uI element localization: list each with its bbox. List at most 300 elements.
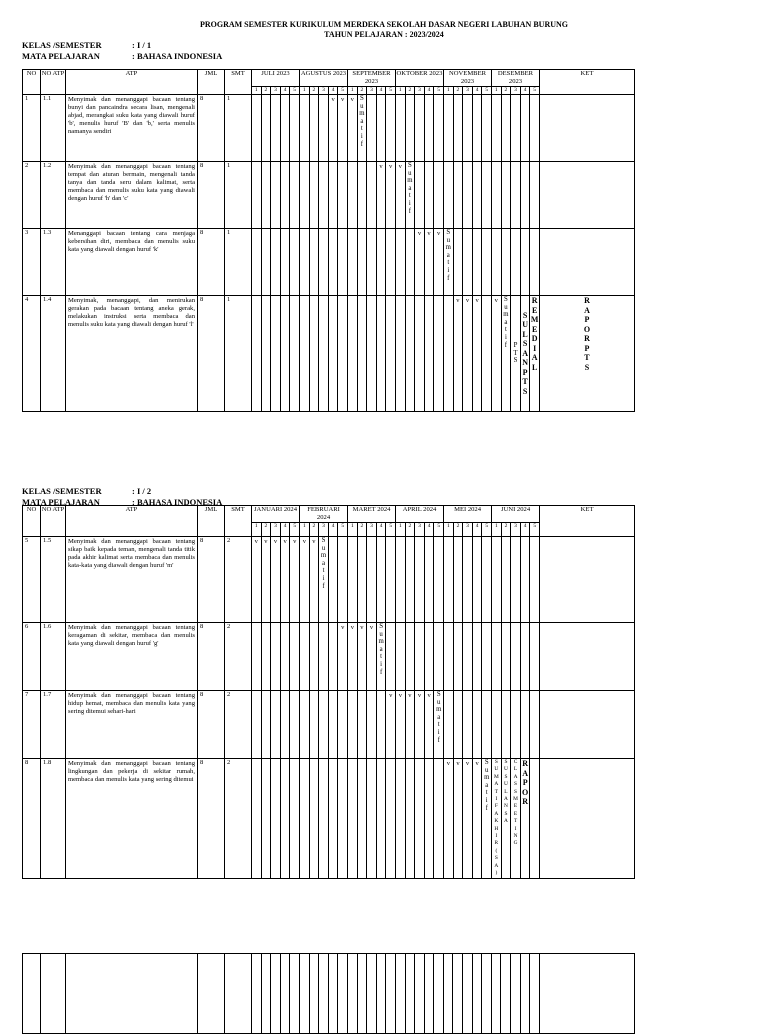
week-cell xyxy=(386,759,396,879)
week-cell xyxy=(261,759,271,879)
week-cell xyxy=(376,229,386,296)
week-cell xyxy=(261,162,271,229)
week-cell xyxy=(376,759,386,879)
week-number: 5 xyxy=(338,87,348,95)
header-no: NO xyxy=(23,70,41,95)
week-cell xyxy=(338,296,348,412)
week-cell xyxy=(444,95,454,162)
empty-cell xyxy=(482,954,492,1034)
week-number: 4 xyxy=(424,87,434,95)
check-mark: v xyxy=(396,691,406,759)
row-no: 8 xyxy=(23,759,41,879)
week-cell xyxy=(415,759,425,879)
week-cell xyxy=(530,691,540,759)
week-number: 1 xyxy=(444,523,454,537)
week-cell xyxy=(309,162,319,229)
week-cell xyxy=(511,229,521,296)
month-header: AGUSTUS 2023 xyxy=(299,70,347,87)
week-cell xyxy=(415,623,425,691)
check-mark: v xyxy=(357,623,367,691)
week-number: 3 xyxy=(319,523,329,537)
check-mark: v xyxy=(463,759,473,879)
week-cell xyxy=(328,537,338,623)
week-cell xyxy=(511,537,521,623)
week-cell xyxy=(396,537,406,623)
week-cell xyxy=(520,537,530,623)
row-smt: 2 xyxy=(225,623,252,691)
week-cell xyxy=(252,623,262,691)
week-number: 2 xyxy=(453,87,463,95)
week-number: 3 xyxy=(271,523,281,537)
week-cell xyxy=(300,691,310,759)
week-cell xyxy=(472,691,482,759)
week-cell xyxy=(482,162,492,229)
check-mark: v xyxy=(395,162,405,229)
week-cell xyxy=(309,229,319,296)
row-no: 5 xyxy=(23,537,41,623)
sumatif-mark: S u m a t i f xyxy=(482,759,492,879)
row-no: 2 xyxy=(23,162,41,229)
check-mark: v xyxy=(453,759,463,879)
row-atp-text: Menyimak dan menanggapi bacaan tentang tempat dan aturan bermain, mengenali tanda tanya dan tanda seru dalam kalimat, serta membaca dan menulis suku kata yang diawali dengan huruf 'h' dan 'c' xyxy=(66,162,198,229)
check-mark: v xyxy=(492,296,502,412)
row-ket xyxy=(540,691,635,759)
week-cell xyxy=(472,162,482,229)
week-cell xyxy=(386,229,396,296)
week-cell xyxy=(395,296,405,412)
week-cell xyxy=(501,623,511,691)
week-cell xyxy=(463,537,473,623)
week-cell xyxy=(261,296,271,412)
week-number: 2 xyxy=(405,523,415,537)
empty-cell xyxy=(271,954,281,1034)
week-cell xyxy=(482,229,492,296)
check-mark: v xyxy=(252,537,262,623)
week-cell xyxy=(376,537,386,623)
document-title: PROGRAM SEMESTER KURIKULUM MERDEKA SEKOLAH DASAR NEGERI LABUHAN BURUNG xyxy=(199,20,569,29)
row-ket xyxy=(539,162,634,229)
row-no: 7 xyxy=(23,691,41,759)
week-cell xyxy=(367,759,377,879)
check-mark: v xyxy=(463,296,473,412)
header-no: NO xyxy=(23,506,41,537)
empty-cell xyxy=(453,954,463,1034)
row-no-atp: 1.7 xyxy=(41,691,66,759)
row-no-atp: 1.3 xyxy=(41,229,66,296)
week-number: 1 xyxy=(252,523,262,537)
week-cell xyxy=(453,691,463,759)
week-cell xyxy=(357,229,367,296)
week-cell xyxy=(367,537,377,623)
week-number: 2 xyxy=(357,87,367,95)
week-number: 3 xyxy=(463,87,473,95)
week-cell xyxy=(453,162,463,229)
week-number: 5 xyxy=(482,523,492,537)
check-mark: v xyxy=(472,296,482,412)
week-cell xyxy=(348,537,358,623)
week-number: 3 xyxy=(463,523,473,537)
week-number: 5 xyxy=(434,87,444,95)
empty-cell xyxy=(66,954,198,1034)
week-number: 2 xyxy=(405,87,415,95)
week-number: 3 xyxy=(415,87,425,95)
empty-cell xyxy=(434,954,444,1034)
week-number: 5 xyxy=(434,523,444,537)
week-cell xyxy=(405,296,415,412)
rapor-pts-mark: R A P O R P T S xyxy=(539,296,634,412)
month-header: NOVEMBER 2023 xyxy=(444,70,492,87)
week-cell xyxy=(309,623,319,691)
row-smt: 1 xyxy=(225,296,252,412)
week-number: 2 xyxy=(357,523,367,537)
week-number: 1 xyxy=(444,87,454,95)
header-smt: SMT xyxy=(225,506,252,537)
row-no-atp: 1.6 xyxy=(41,623,66,691)
row-atp-text: Menyimak dan menanggapi bacaan tentang bunyi dan pancaindra secara lisan, mengenali abjad, merangkai suku kata yang diawali huruf 'b', menulis huruf 'B' dan 'b,' serta menulis namanya sendiri xyxy=(66,95,198,162)
week-cell xyxy=(357,759,367,879)
week-number: 5 xyxy=(338,523,348,537)
week-cell xyxy=(520,95,530,162)
week-number: 4 xyxy=(520,87,530,95)
week-cell xyxy=(463,95,473,162)
row-smt: 1 xyxy=(225,95,252,162)
empty-cell xyxy=(376,954,386,1034)
week-number: 3 xyxy=(415,523,425,537)
mapel-value: : BAHASA INDONESIA xyxy=(132,51,223,61)
row-jml: 8 xyxy=(198,162,225,229)
empty-cell xyxy=(386,954,396,1034)
week-cell xyxy=(492,691,502,759)
week-cell xyxy=(434,759,444,879)
week-cell xyxy=(367,229,377,296)
week-cell xyxy=(492,623,502,691)
week-number: 1 xyxy=(300,523,310,537)
rapor-mark: R A P O R xyxy=(520,759,530,879)
table-row xyxy=(23,954,635,1034)
week-cell xyxy=(501,162,511,229)
week-cell xyxy=(300,759,310,879)
week-cell xyxy=(252,229,262,296)
row-jml: 8 xyxy=(198,759,225,879)
empty-cell xyxy=(443,954,453,1034)
week-cell xyxy=(424,162,434,229)
row-ket xyxy=(540,537,635,623)
week-cell xyxy=(472,537,482,623)
week-cell xyxy=(405,229,415,296)
empty-cell xyxy=(539,954,634,1034)
month-header: MARET 2024 xyxy=(348,506,396,523)
week-cell xyxy=(319,162,329,229)
week-cell xyxy=(453,95,463,162)
week-cell xyxy=(463,623,473,691)
week-number: 4 xyxy=(328,523,338,537)
check-mark: v xyxy=(376,162,386,229)
empty-cell xyxy=(511,954,521,1034)
sumatif-akhir-mark: S U M A T I F A K H I R ( S A ) xyxy=(492,759,502,879)
row-jml: 8 xyxy=(198,537,225,623)
week-cell xyxy=(511,95,521,162)
row-no-atp: 1.5 xyxy=(41,537,66,623)
mapel-label: MATA PELAJARAN xyxy=(22,51,100,61)
week-cell xyxy=(290,296,300,412)
week-number: 1 xyxy=(492,87,502,95)
week-cell xyxy=(424,537,434,623)
week-cell xyxy=(405,623,415,691)
week-cell xyxy=(271,296,281,412)
week-cell xyxy=(492,537,502,623)
kelas-value: : I / 1 xyxy=(132,40,152,50)
check-mark: v xyxy=(300,537,310,623)
week-cell xyxy=(511,623,521,691)
week-cell xyxy=(299,162,309,229)
sumatif-mark: S u m a t i f xyxy=(319,537,329,623)
table-row xyxy=(23,162,635,229)
check-mark: v xyxy=(338,623,348,691)
week-number: 4 xyxy=(376,523,386,537)
row-no-atp: 1.1 xyxy=(41,95,66,162)
empty-cell xyxy=(319,954,329,1034)
week-cell xyxy=(280,162,290,229)
check-mark: v xyxy=(328,95,338,162)
week-cell xyxy=(405,537,415,623)
table-row xyxy=(23,95,635,162)
week-number: 2 xyxy=(261,87,271,95)
row-smt: 1 xyxy=(225,229,252,296)
empty-cell xyxy=(367,954,377,1034)
sumatif-mark: S u m a t i f xyxy=(405,162,415,229)
table-row xyxy=(23,229,635,296)
week-cell xyxy=(367,296,377,412)
row-no: 4 xyxy=(23,296,41,412)
week-number: 1 xyxy=(347,87,357,95)
week-cell xyxy=(492,162,502,229)
week-cell xyxy=(348,759,358,879)
week-cell xyxy=(299,296,309,412)
week-cell xyxy=(367,162,377,229)
header-ket: KET xyxy=(539,70,634,95)
row-no: 1 xyxy=(23,95,41,162)
row-jml: 8 xyxy=(198,296,225,412)
table-row xyxy=(23,759,635,879)
row-no: 6 xyxy=(23,623,41,691)
week-cell xyxy=(376,95,386,162)
week-cell xyxy=(463,162,473,229)
check-mark: v xyxy=(386,162,396,229)
week-cell xyxy=(386,296,396,412)
row-atp-text: Menyimak dan menanggapi bacaan tentang lingkungan dan pekerja di sekitar rumah, membaca dan menulis kata yang sering ditemui xyxy=(66,759,198,879)
week-number: 1 xyxy=(299,87,309,95)
week-cell xyxy=(338,537,348,623)
week-cell xyxy=(434,296,444,412)
month-header: MEI 2024 xyxy=(444,506,492,523)
empty-cell xyxy=(520,954,530,1034)
week-cell xyxy=(444,162,454,229)
month-header: JUNI 2024 xyxy=(492,506,540,523)
empty-cell xyxy=(41,954,66,1034)
header-atp: ATP xyxy=(66,70,198,95)
week-cell xyxy=(472,229,482,296)
pts-mark: P T S xyxy=(511,296,521,412)
week-number: 1 xyxy=(492,523,502,537)
row-ket xyxy=(540,759,635,879)
week-cell xyxy=(530,95,540,162)
week-cell xyxy=(319,759,329,879)
empty-cell xyxy=(501,954,511,1034)
week-cell xyxy=(396,759,406,879)
week-cell xyxy=(520,162,530,229)
week-number: 1 xyxy=(252,87,262,95)
week-cell xyxy=(482,623,492,691)
empty-cell xyxy=(338,954,348,1034)
week-cell xyxy=(348,691,358,759)
week-cell xyxy=(501,537,511,623)
week-cell xyxy=(396,623,406,691)
week-number: 4 xyxy=(424,523,434,537)
table-row xyxy=(23,537,635,623)
week-number: 3 xyxy=(511,523,521,537)
check-mark: v xyxy=(309,537,319,623)
week-cell xyxy=(530,162,540,229)
week-cell xyxy=(328,162,338,229)
empty-cell xyxy=(491,954,501,1034)
week-cell xyxy=(405,759,415,879)
week-cell xyxy=(444,296,454,412)
week-cell xyxy=(415,296,425,412)
row-smt: 2 xyxy=(225,759,252,879)
week-number: 4 xyxy=(472,87,482,95)
week-cell xyxy=(386,95,396,162)
empty-cell xyxy=(225,954,252,1034)
row-atp-text: Menanggapi bacaan tentang cara menjaga kebersihan diri, membaca dan menulis suku kata yang diawali dengan huruf 'k' xyxy=(66,229,198,296)
row-ket xyxy=(540,623,635,691)
week-cell xyxy=(501,691,511,759)
week-cell xyxy=(530,229,540,296)
empty-cell xyxy=(252,954,262,1034)
check-mark: v xyxy=(347,95,357,162)
week-cell xyxy=(415,537,425,623)
week-cell xyxy=(328,691,338,759)
week-cell xyxy=(492,95,502,162)
week-number: 5 xyxy=(290,523,300,537)
week-number: 4 xyxy=(328,87,338,95)
empty-cell xyxy=(299,954,309,1034)
week-cell xyxy=(376,691,386,759)
mapel-value: : BAHASA INDONESIA xyxy=(132,497,223,507)
week-cell xyxy=(482,537,492,623)
week-cell xyxy=(319,691,329,759)
week-cell xyxy=(511,162,521,229)
document-subtitle: TAHUN PELAJARAN : 2023/2024 xyxy=(324,30,444,39)
week-cell xyxy=(482,95,492,162)
empty-cell xyxy=(309,954,319,1034)
kelas-label: KELAS /SEMESTER xyxy=(22,486,102,496)
week-cell xyxy=(482,296,492,412)
week-cell xyxy=(511,691,521,759)
mapel-label: MATA PELAJARAN xyxy=(22,497,100,507)
row-ket xyxy=(539,95,634,162)
check-mark: v xyxy=(367,623,377,691)
week-cell xyxy=(424,623,434,691)
week-cell xyxy=(328,623,338,691)
week-cell xyxy=(290,759,300,879)
week-cell xyxy=(261,623,271,691)
remedial-mark: R E M E D I A L xyxy=(530,296,540,412)
week-cell xyxy=(501,229,511,296)
week-cell xyxy=(386,623,396,691)
week-number: 3 xyxy=(511,87,521,95)
week-number: 2 xyxy=(261,523,271,537)
week-number: 2 xyxy=(453,523,463,537)
row-atp-text: Menyimak dan menanggapi bacaan tentang hidup hemat, membaca dan menulis kata yang sering ditemui sehari-hari xyxy=(66,691,198,759)
week-number: 1 xyxy=(395,87,405,95)
check-mark: v xyxy=(271,537,281,623)
row-no-atp: 1.8 xyxy=(41,759,66,879)
row-smt: 2 xyxy=(225,537,252,623)
week-cell xyxy=(520,691,530,759)
kelas-value: : I / 2 xyxy=(132,486,152,496)
week-number: 4 xyxy=(280,523,290,537)
week-cell xyxy=(530,537,540,623)
week-cell xyxy=(271,95,281,162)
week-cell xyxy=(472,95,482,162)
week-cell xyxy=(271,229,281,296)
header-ket: KET xyxy=(540,506,635,537)
week-cell xyxy=(300,623,310,691)
row-no: 3 xyxy=(23,229,41,296)
week-cell xyxy=(280,296,290,412)
header-jml: JML xyxy=(198,506,225,537)
empty-cell xyxy=(328,954,338,1034)
check-mark: v xyxy=(424,691,434,759)
week-cell xyxy=(252,759,262,879)
check-mark: v xyxy=(415,691,425,759)
week-cell xyxy=(482,691,492,759)
week-cell xyxy=(376,296,386,412)
header-jml: JML xyxy=(198,70,225,95)
week-cell xyxy=(357,162,367,229)
week-cell xyxy=(290,623,300,691)
empty-cell xyxy=(530,954,540,1034)
row-jml: 8 xyxy=(198,691,225,759)
table-row xyxy=(23,623,635,691)
week-number: 3 xyxy=(367,87,377,95)
check-mark: v xyxy=(424,229,434,296)
sumatif-mark: S u m a t i f xyxy=(357,95,367,162)
week-cell xyxy=(434,537,444,623)
row-no-atp: 1.4 xyxy=(41,296,66,412)
week-number: 5 xyxy=(530,523,540,537)
week-cell xyxy=(261,95,271,162)
week-cell xyxy=(309,759,319,879)
empty-cell xyxy=(472,954,482,1034)
row-atp-text: Menyimak, menanggapi, dan menirukan gerakan pada bacaan tentang aneka gerak, melakukan instruksi serta membaca dan menulis suku kata yang diawali dengan huruf 'l' xyxy=(66,296,198,412)
week-cell xyxy=(463,229,473,296)
week-cell xyxy=(338,162,348,229)
week-cell xyxy=(347,162,357,229)
week-cell xyxy=(367,95,377,162)
susulan-sa-mark: S U S U L A N S A xyxy=(501,759,511,879)
table-row xyxy=(23,691,635,759)
week-cell xyxy=(290,691,300,759)
week-number: 1 xyxy=(396,523,406,537)
week-cell xyxy=(424,759,434,879)
week-cell xyxy=(530,623,540,691)
week-cell xyxy=(271,759,281,879)
week-cell xyxy=(309,296,319,412)
empty-cell xyxy=(463,954,473,1034)
empty-cell xyxy=(261,954,271,1034)
week-cell xyxy=(453,229,463,296)
